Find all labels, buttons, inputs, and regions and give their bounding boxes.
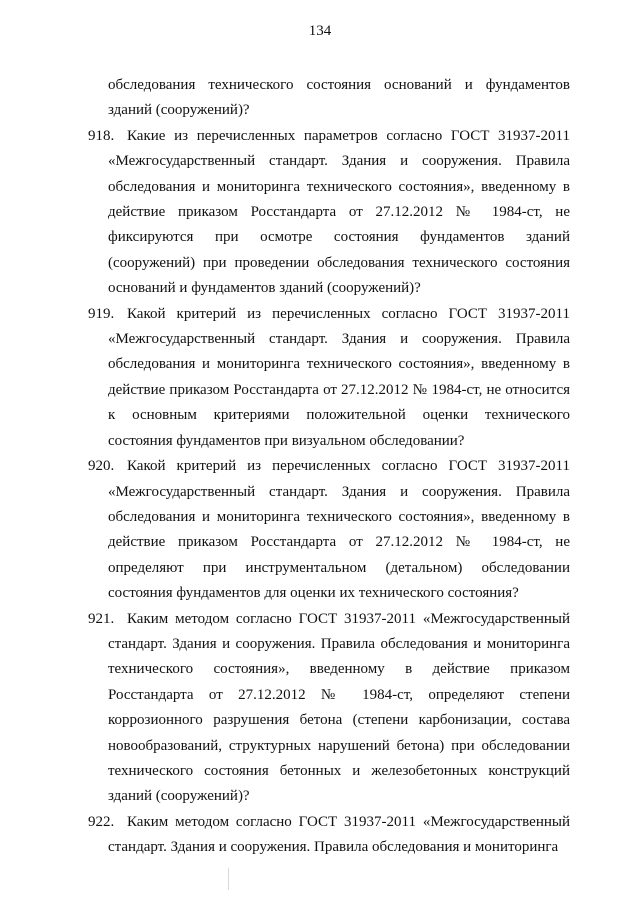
question-number: 921. <box>88 610 115 627</box>
question-number: 920. <box>88 458 115 475</box>
question-item-921 <box>88 607 570 810</box>
question-text: Какие из перечисленных параметров согласно ГОСТ 31937-2011 «Межгосударственный стандарт. Здания и сооружения. Правила обследования и мониторинга технического состояния», введенному в действие приказом Росстандарта от 27.12.2012 № 1984-ст, не фиксируются при осмотре состояния фундаментов зданий (сооружений) при проведении обследования технического состояния оснований и фундаментов зданий (сооружений)? <box>108 127 570 297</box>
continuation-text: обследования технического состояния оснований и фундаментов зданий (сооружений)? <box>108 77 570 119</box>
question-number: 918. <box>88 127 115 144</box>
question-item-920 <box>88 454 570 606</box>
question-text: Какой критерий из перечисленных согласно ГОСТ 31937-2011 «Межгосударственный стандарт. Здания и сооружения. Правила обследования и мониторинга технического состояния», введенному в действие приказом Росстандарта от 27.12.2012 № 1984-ст, не определяют при инструментальном (детальном) обследовании состояния фундаментов для оценки их технического состояния? <box>108 458 570 602</box>
question-number: 919. <box>88 305 115 322</box>
page-number: 134 <box>308 23 332 39</box>
question-item-918 <box>88 124 570 302</box>
question-text: Каким методом согласно ГОСТ 31937-2011 «Межгосударственный стандарт. Здания и сооружения. Правила обследования и мониторинга <box>108 813 570 856</box>
question-item-919 <box>88 302 570 454</box>
question-text: Каким методом согласно ГОСТ 31937-2011 «Межгосударственный стандарт. Здания и сооружения. Правила обследования и мониторинга технического состояния», введенному в действие приказом Росстандарта от 27.12.2012 № 1984-ст, определяют степени коррозионного разрушения бетона (степени карбонизации, состава новообразований, структурных нарушений бетона) при обследовании технического состояния бетонных и железобетонных конструкций зданий (сооружений)? <box>108 610 570 805</box>
question-list <box>88 73 570 861</box>
scan-artifact <box>228 868 229 890</box>
question-item-922 <box>88 810 570 861</box>
question-number: 922. <box>88 813 115 830</box>
question-text: Какой критерий из перечисленных согласно ГОСТ 31937-2011 «Межгосударственный стандарт. Здания и сооружения. Правила обследования и мониторинга технического состояния», введенному в действие приказом Росстандарта от 27.12.2012 № 1984-ст, не относится к основным критериями положительной оценки технического состояния фундаментов при визуальном обследовании? <box>108 305 570 449</box>
